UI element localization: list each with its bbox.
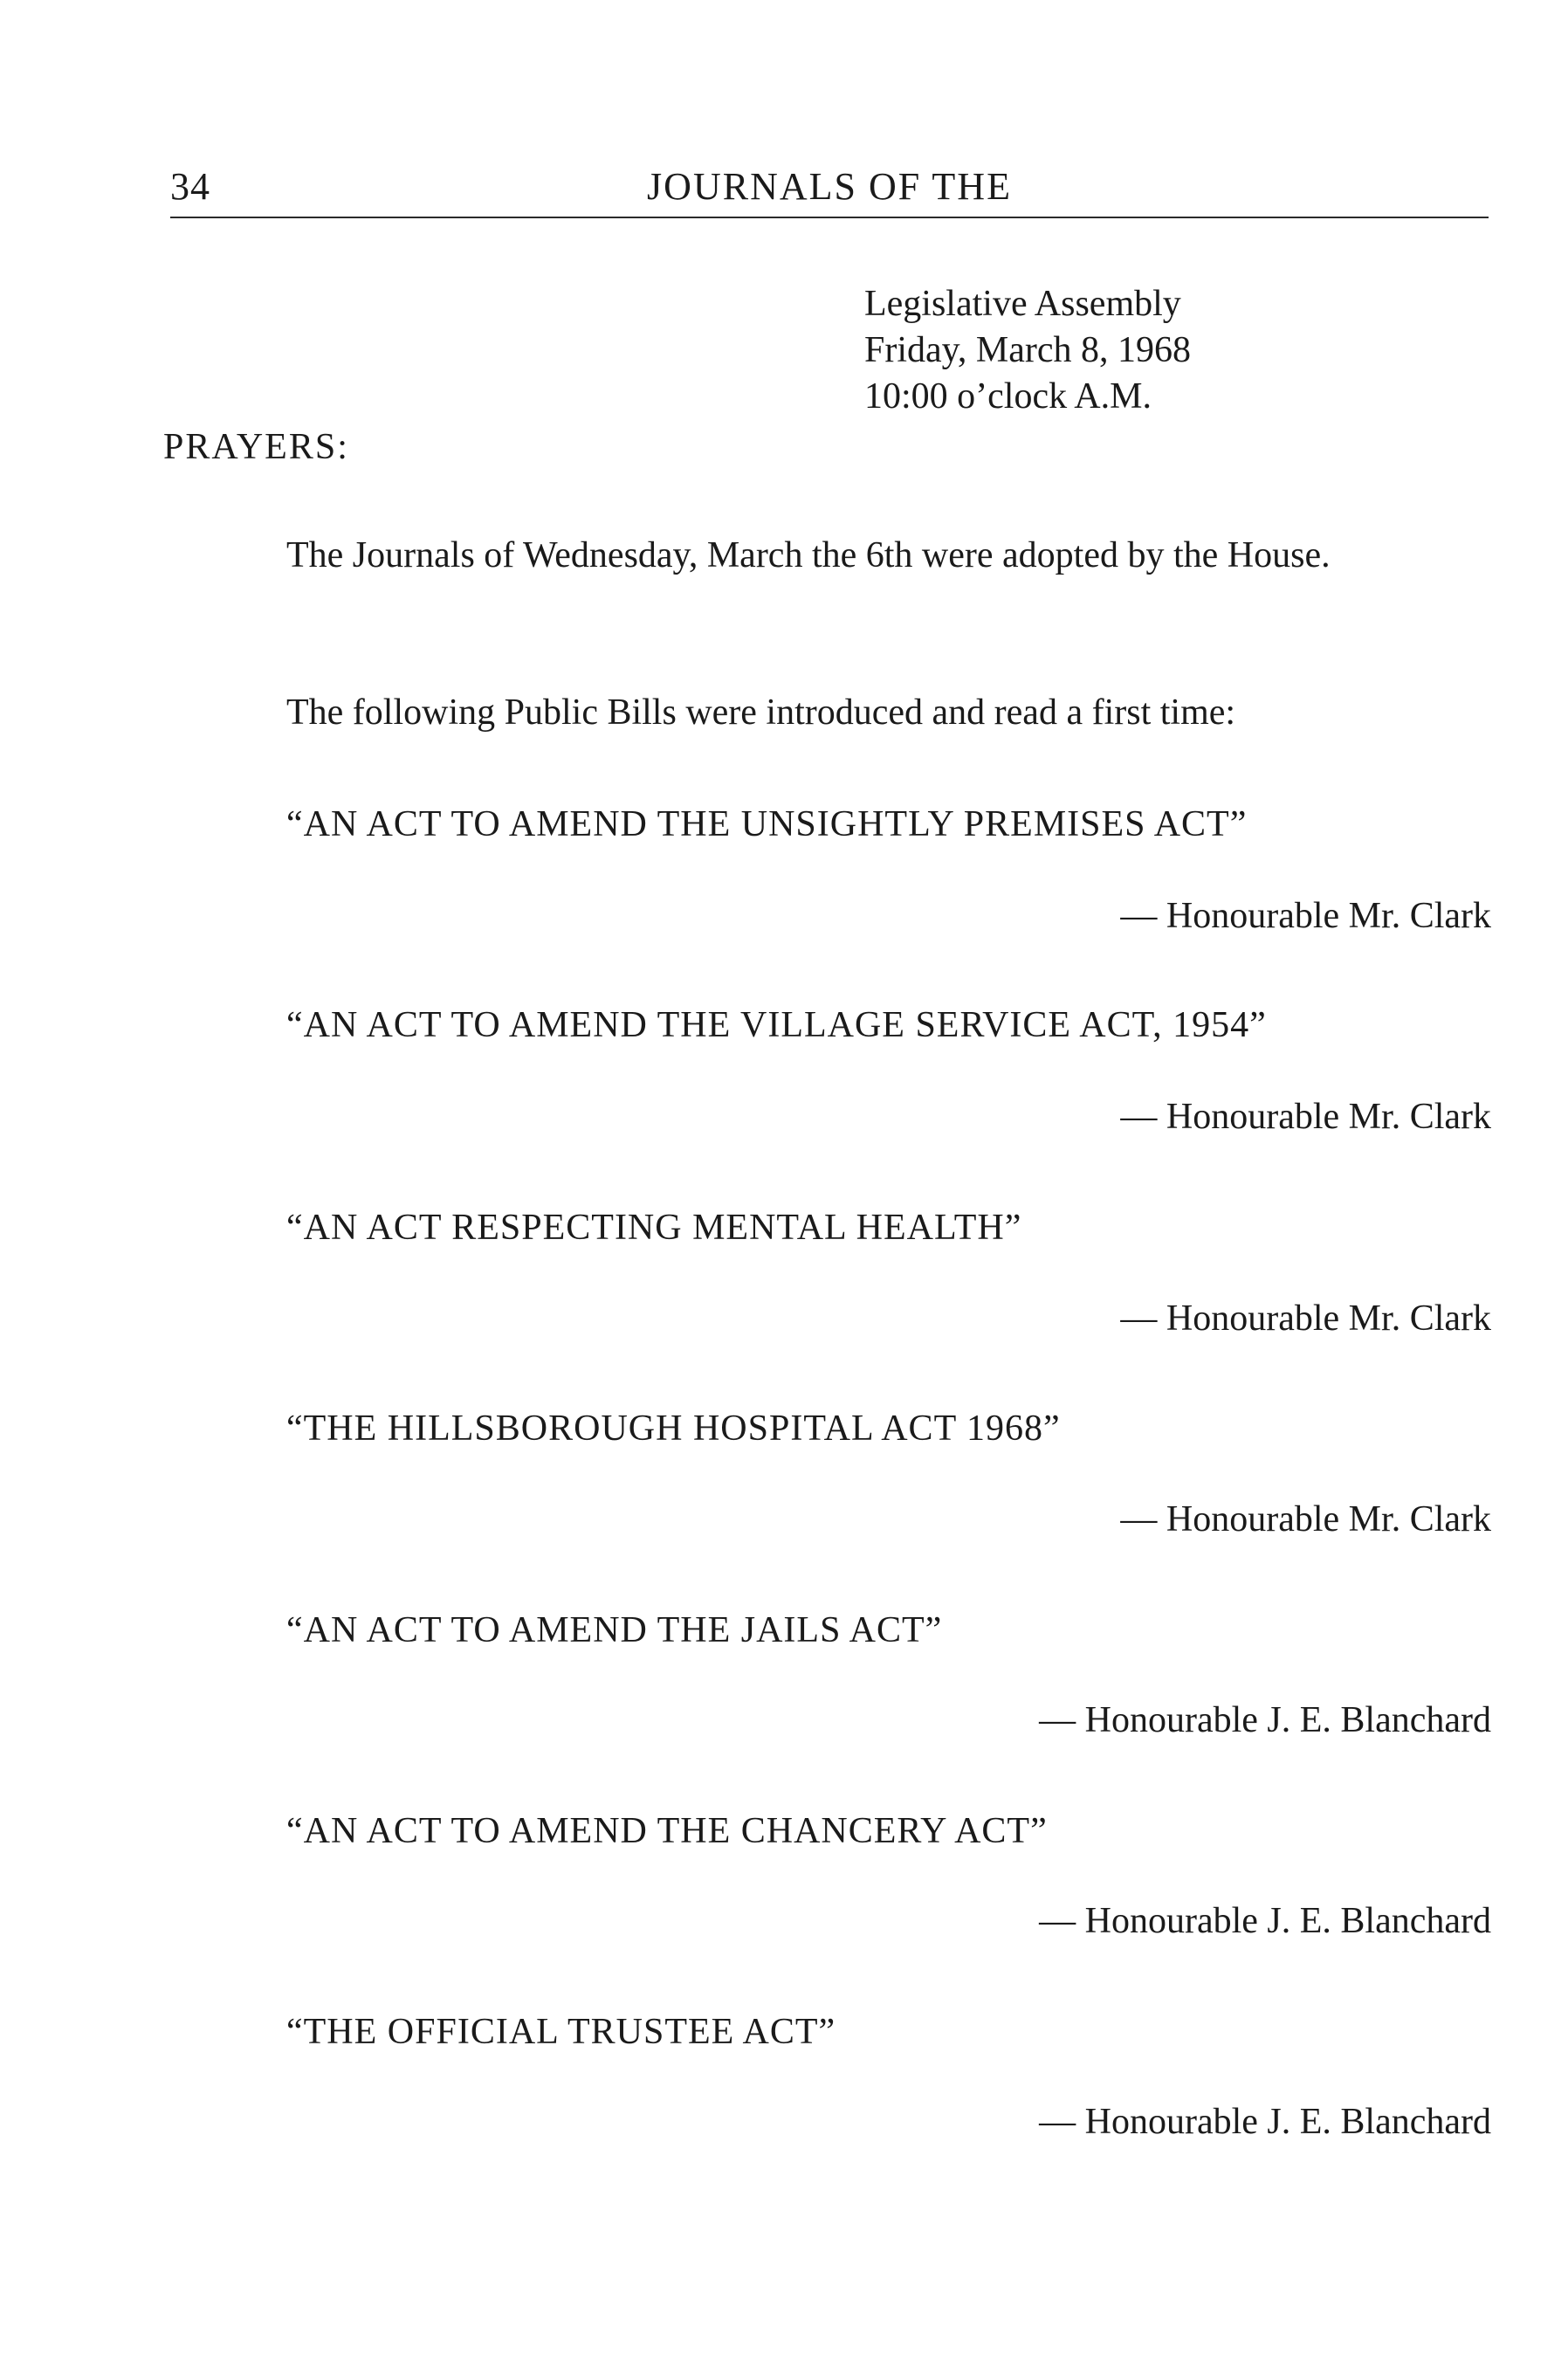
sitting-date: Friday, March 8, 1968 [864, 330, 1192, 370]
bill-sponsor: — Honourable J. E. Blanchard [1039, 2102, 1491, 2142]
page-number: 34 [170, 165, 210, 208]
bill-title: “AN ACT RESPECTING MENTAL HEALTH” [286, 1208, 1022, 1248]
bill-title: “AN ACT TO AMEND THE JAILS ACT” [286, 1610, 943, 1650]
bill-sponsor: — Honourable Mr. Clark [1120, 1097, 1491, 1137]
bill-sponsor: — Honourable Mr. Clark [1120, 896, 1491, 936]
journals-adopted-paragraph: The Journals of Wednesday, March the 6th were adopted by the House. [286, 535, 1331, 575]
sitting-details [864, 281, 1191, 420]
page-header [170, 155, 1489, 218]
bill-title: “AN ACT TO AMEND THE UNSIGHTLY PREMISES ACT” [286, 804, 1248, 844]
bill-sponsor: — Honourable Mr. Clark [1120, 1499, 1491, 1539]
sitting-body: Legislative Assembly [864, 284, 1181, 324]
bills-intro-paragraph: The following Public Bills were introduced and read a first time: [286, 692, 1236, 733]
prayers-heading: PRAYERS: [163, 427, 349, 467]
bill-title: “THE HILLSBOROUGH HOSPITAL ACT 1968” [286, 1408, 1061, 1449]
bill-sponsor: — Honourable J. E. Blanchard [1039, 1700, 1491, 1740]
running-head: JOURNALS OF THE [647, 165, 1012, 208]
bill-title: “THE OFFICIAL TRUSTEE ACT” [286, 2012, 836, 2052]
bill-title: “AN ACT TO AMEND THE CHANCERY ACT” [286, 1811, 1048, 1851]
sitting-time: 10:00 o’clock A.M. [864, 376, 1152, 417]
bill-sponsor: — Honourable J. E. Blanchard [1039, 1901, 1491, 1941]
bill-title: “AN ACT TO AMEND THE VILLAGE SERVICE ACT, 1954” [286, 1005, 1267, 1045]
bill-sponsor: — Honourable Mr. Clark [1120, 1298, 1491, 1339]
